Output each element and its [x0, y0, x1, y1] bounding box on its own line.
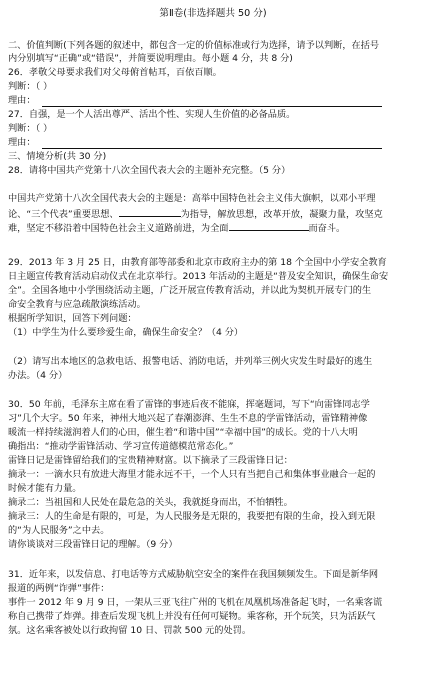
section3-heading: 三、情境分析(共 30 分) [8, 151, 107, 162]
q29-subquestion-2: （2）请写出本地区的急救电话、报警电话、消防电话，并列举三例火灾发生时最好的逃生 [8, 356, 373, 367]
q30-excerpt-1-cont: 时候才能有力量。 [8, 483, 82, 494]
q30-text-line4: 确指出：“推动学雷锋活动、学习宣传道德模范常态化。” [8, 441, 234, 452]
q31-event-1-line1: 事件一 2012 年 9 月 9 日，一架从三亚飞往广州的飞机在凤凰机场准备起飞时，一名乘客谎 [8, 597, 383, 608]
q30-text-line1: 30．50 年前，毛泽东主席在看了雷锋的事迹后夜不能寐，挥毫题词，写下“向雷锋同志学 [8, 399, 370, 410]
q30-text-line3: 暖流一样持续滋润着人们的心田，催生着“和谐中国”“幸福中国”的成长。党的十八大明 [8, 427, 358, 438]
question-28: 28．请将中国共产党第十八次全国代表大会的主题补充完整。（5 分） [8, 165, 291, 176]
q30-excerpt-3: 摘录三：人的生命是有限的，可是，为人民服务是无限的，我要把有限的生命，投入到无限 [8, 511, 376, 522]
q28-blank-2[interactable] [229, 221, 309, 231]
q30-text-line5: 雷锋日记是雷锋留给我们的宝贵精神财富。以下摘录了三段雷锋日记： [8, 455, 293, 466]
q28-text-line2 [8, 207, 418, 221]
q27-reason-label: 理由： [8, 137, 36, 148]
question-26: 26．孝敬父母要求我们对父母俯首帖耳，百依百顺。 [8, 67, 222, 78]
q29-text-line3: 全”。全国各地中小学围绕活动主题，广泛开展宣传教育活动，并以此为契机开展专门的生 [8, 285, 372, 296]
q26-reason-label: 理由： [8, 95, 36, 106]
q27-judge-label: 判断：（ ） [8, 123, 53, 134]
q26-answer-line[interactable] [42, 106, 382, 107]
page-title: 第Ⅱ卷(非选择题共 50 分) [159, 8, 267, 19]
question-27: 27．自强，是一个人活出尊严、活出个性、实现人生价值的必备品质。 [8, 109, 296, 120]
q29-subquestion-1: （1）中学生为什么要珍爱生命，确保生命安全？（4 分） [8, 327, 244, 338]
q28-text-line3-a: 难，坚定不移沿着中国特色社会主义道路前进，为全面 [8, 223, 229, 234]
q28-text-line2-a: 论、“三个代表”重要思想、 [8, 209, 119, 220]
q28-text-line2-b: 为指导，解放思想，改革开放，凝聚力量，攻坚克 [180, 209, 383, 220]
q28-text-line3-b: 而奋斗。 [308, 223, 346, 234]
q31-text-line1: 31．近年来，以发信息、打电话等方式威胁航空安全的案件在我国频频发生。下面是新华网 [8, 569, 379, 580]
q29-subquestion-2-cont: 办法。（4 分） [8, 370, 68, 381]
q30-text-line2: 习”几个大字。50 年来，神州大地兴起了春潮澎湃、生生不息的学雷锋活动，雷锋精神像 [8, 413, 368, 424]
q29-text-line2: 日主题宣传教育活动启动仪式在北京举行。2013 年活动的主题是“普及安全知识，确保生命安 [8, 271, 389, 282]
q26-judge-label: 判断：（ ） [8, 81, 53, 92]
q28-text-line1: 中国共产党第十八次全国代表大会的主题是：高举中国特色社会主义伟大旗帜，以邓小平理 [8, 193, 376, 204]
q28-blank-1[interactable] [119, 207, 181, 217]
section2-heading-cont: 内分别填写“正确”或“错误”，并简要说明理由。每小题 4 分，共 8 分) [8, 53, 293, 64]
q29-text-line4: 命安全教育与应急疏散演练活动。 [8, 299, 146, 310]
q29-instruction: 根据所学知识，回答下列问题： [8, 313, 137, 324]
q30-excerpt-3-cont: 的“为人民服务”之中去。 [8, 525, 110, 536]
q31-event-1-line2: 称自己携带了炸弹。排查后发现飞机上并没有任何可疑物。乘客称，开个玩笑，只为活跃气 [8, 611, 376, 622]
q31-event-1-line3: 氛。这名乘客被处以行政拘留 10 日、罚款 500 元的处罚。 [8, 625, 252, 636]
q29-text-line1: 29．2013 年 3 月 25 日，由教育部等部委和北京市政府主办的第 18 个全国中小学安全教育 [8, 257, 387, 268]
q30-excerpt-1: 摘录一：一滴水只有放进大海里才能永远不干，一个人只有当把自己和集体事业融合一起的 [8, 469, 376, 480]
q30-excerpt-2: 摘录二：当祖国和人民处在最危急的关头，我就挺身而出，不怕牺牲。 [8, 497, 293, 508]
q30-prompt: 请你谈谈对三段雷锋日记的理解。（9 分） [8, 539, 178, 550]
q27-answer-line[interactable] [42, 148, 382, 149]
q28-text-line3 [8, 221, 418, 235]
section2-heading: 二、价值判断(下列各题的叙述中，都包含一定的价值标准或行为选择，请予以判断，在括号 [8, 40, 380, 51]
q31-text-line2: 报道的两例“诈弹”事件： [8, 583, 110, 594]
